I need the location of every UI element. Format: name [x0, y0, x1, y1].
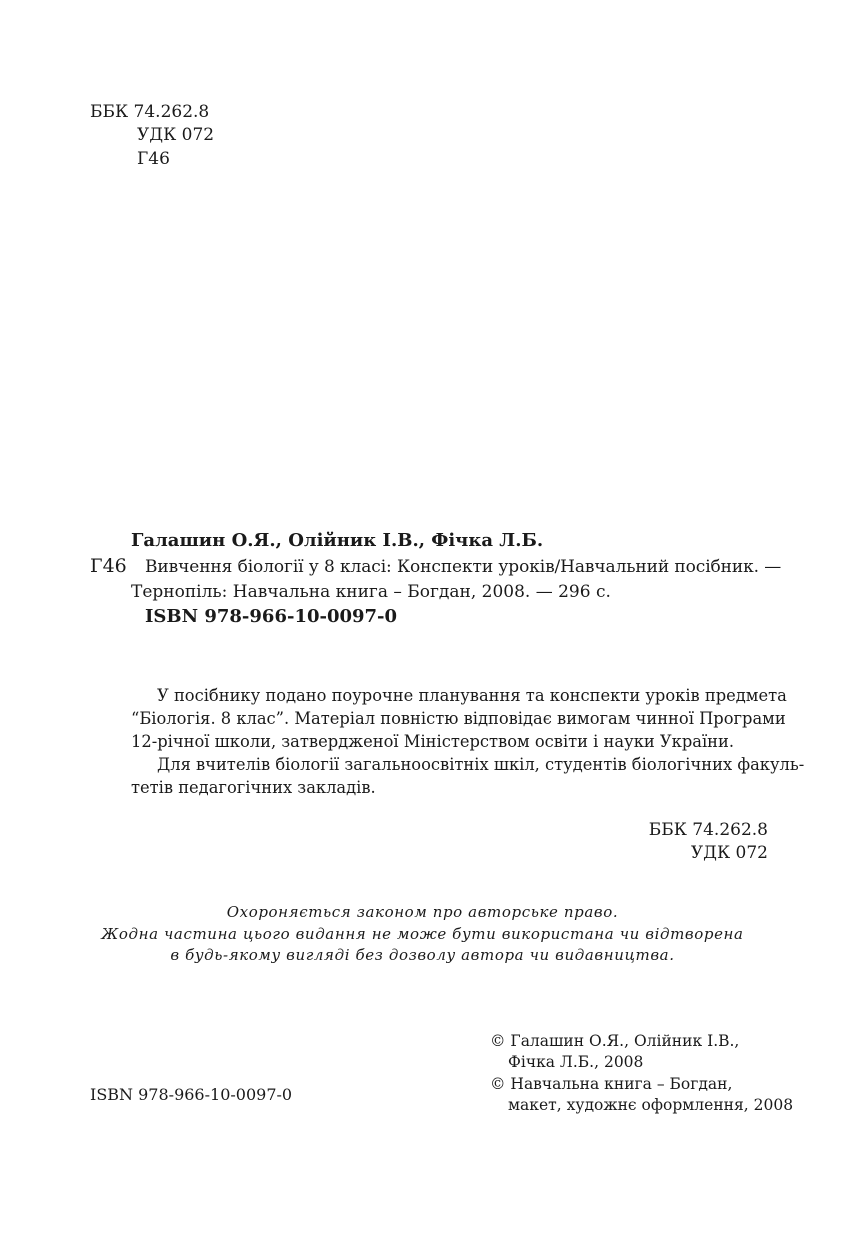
entry-authors: Галашин О.Я., Олійник І.В., Фічка Л.Б. [131, 530, 544, 551]
entry-author-code: Г46 [90, 555, 127, 577]
udk-index: УДК 072 [137, 125, 215, 145]
annotation-line: У посібнику подано поурочне планування та конспекти уроків предмета [157, 686, 787, 705]
copyright-line: © Навчальна книга – Богдан, [490, 1075, 733, 1093]
copyright-line: Фічка Л.Б., 2008 [508, 1053, 644, 1071]
bbk-index-right: ББК 74.262.8 [648, 820, 768, 840]
isbn-bottom: ISBN 978-966-10-0097-0 [90, 1085, 293, 1104]
notice-line: Охороняється законом про авторське право. [226, 903, 619, 921]
annotation-line: “Біологія. 8 клас”. Матеріал повністю відповідає вимогам чинної Програми [131, 709, 786, 728]
notice-line: в будь-якому вигляді без дозволу автора чи видавництва. [170, 946, 675, 964]
entry-title-line: Вивчення біології у 8 класі: Конспекти уроків/Навчальний посібник. — [145, 557, 782, 577]
entry-isbn: ISBN 978-966-10-0097-0 [145, 606, 398, 627]
bbk-index: ББК 74.262.8 [90, 102, 210, 122]
copyright-line: © Галашин О.Я., Олійник І.В., [490, 1032, 740, 1050]
annotation-line: Для вчителів біології загальноосвітніх шкіл, студентів біологічних факуль- [157, 755, 805, 774]
notice-line: Жодна частина цього видання не може бути використана чи відтворена [101, 925, 744, 943]
udk-index-right: УДК 072 [690, 843, 768, 863]
annotation-line: 12-річної школи, затвердженої Міністерством освіти і науки України. [131, 732, 735, 751]
author-code: Г46 [137, 149, 170, 169]
annotation-line: тетів педагогічних закладів. [131, 778, 376, 797]
entry-publisher-line: Тернопіль: Навчальна книга – Богдан, 2008. — 296 с. [131, 582, 611, 602]
copyright-line: макет, художнє оформлення, 2008 [508, 1096, 794, 1114]
